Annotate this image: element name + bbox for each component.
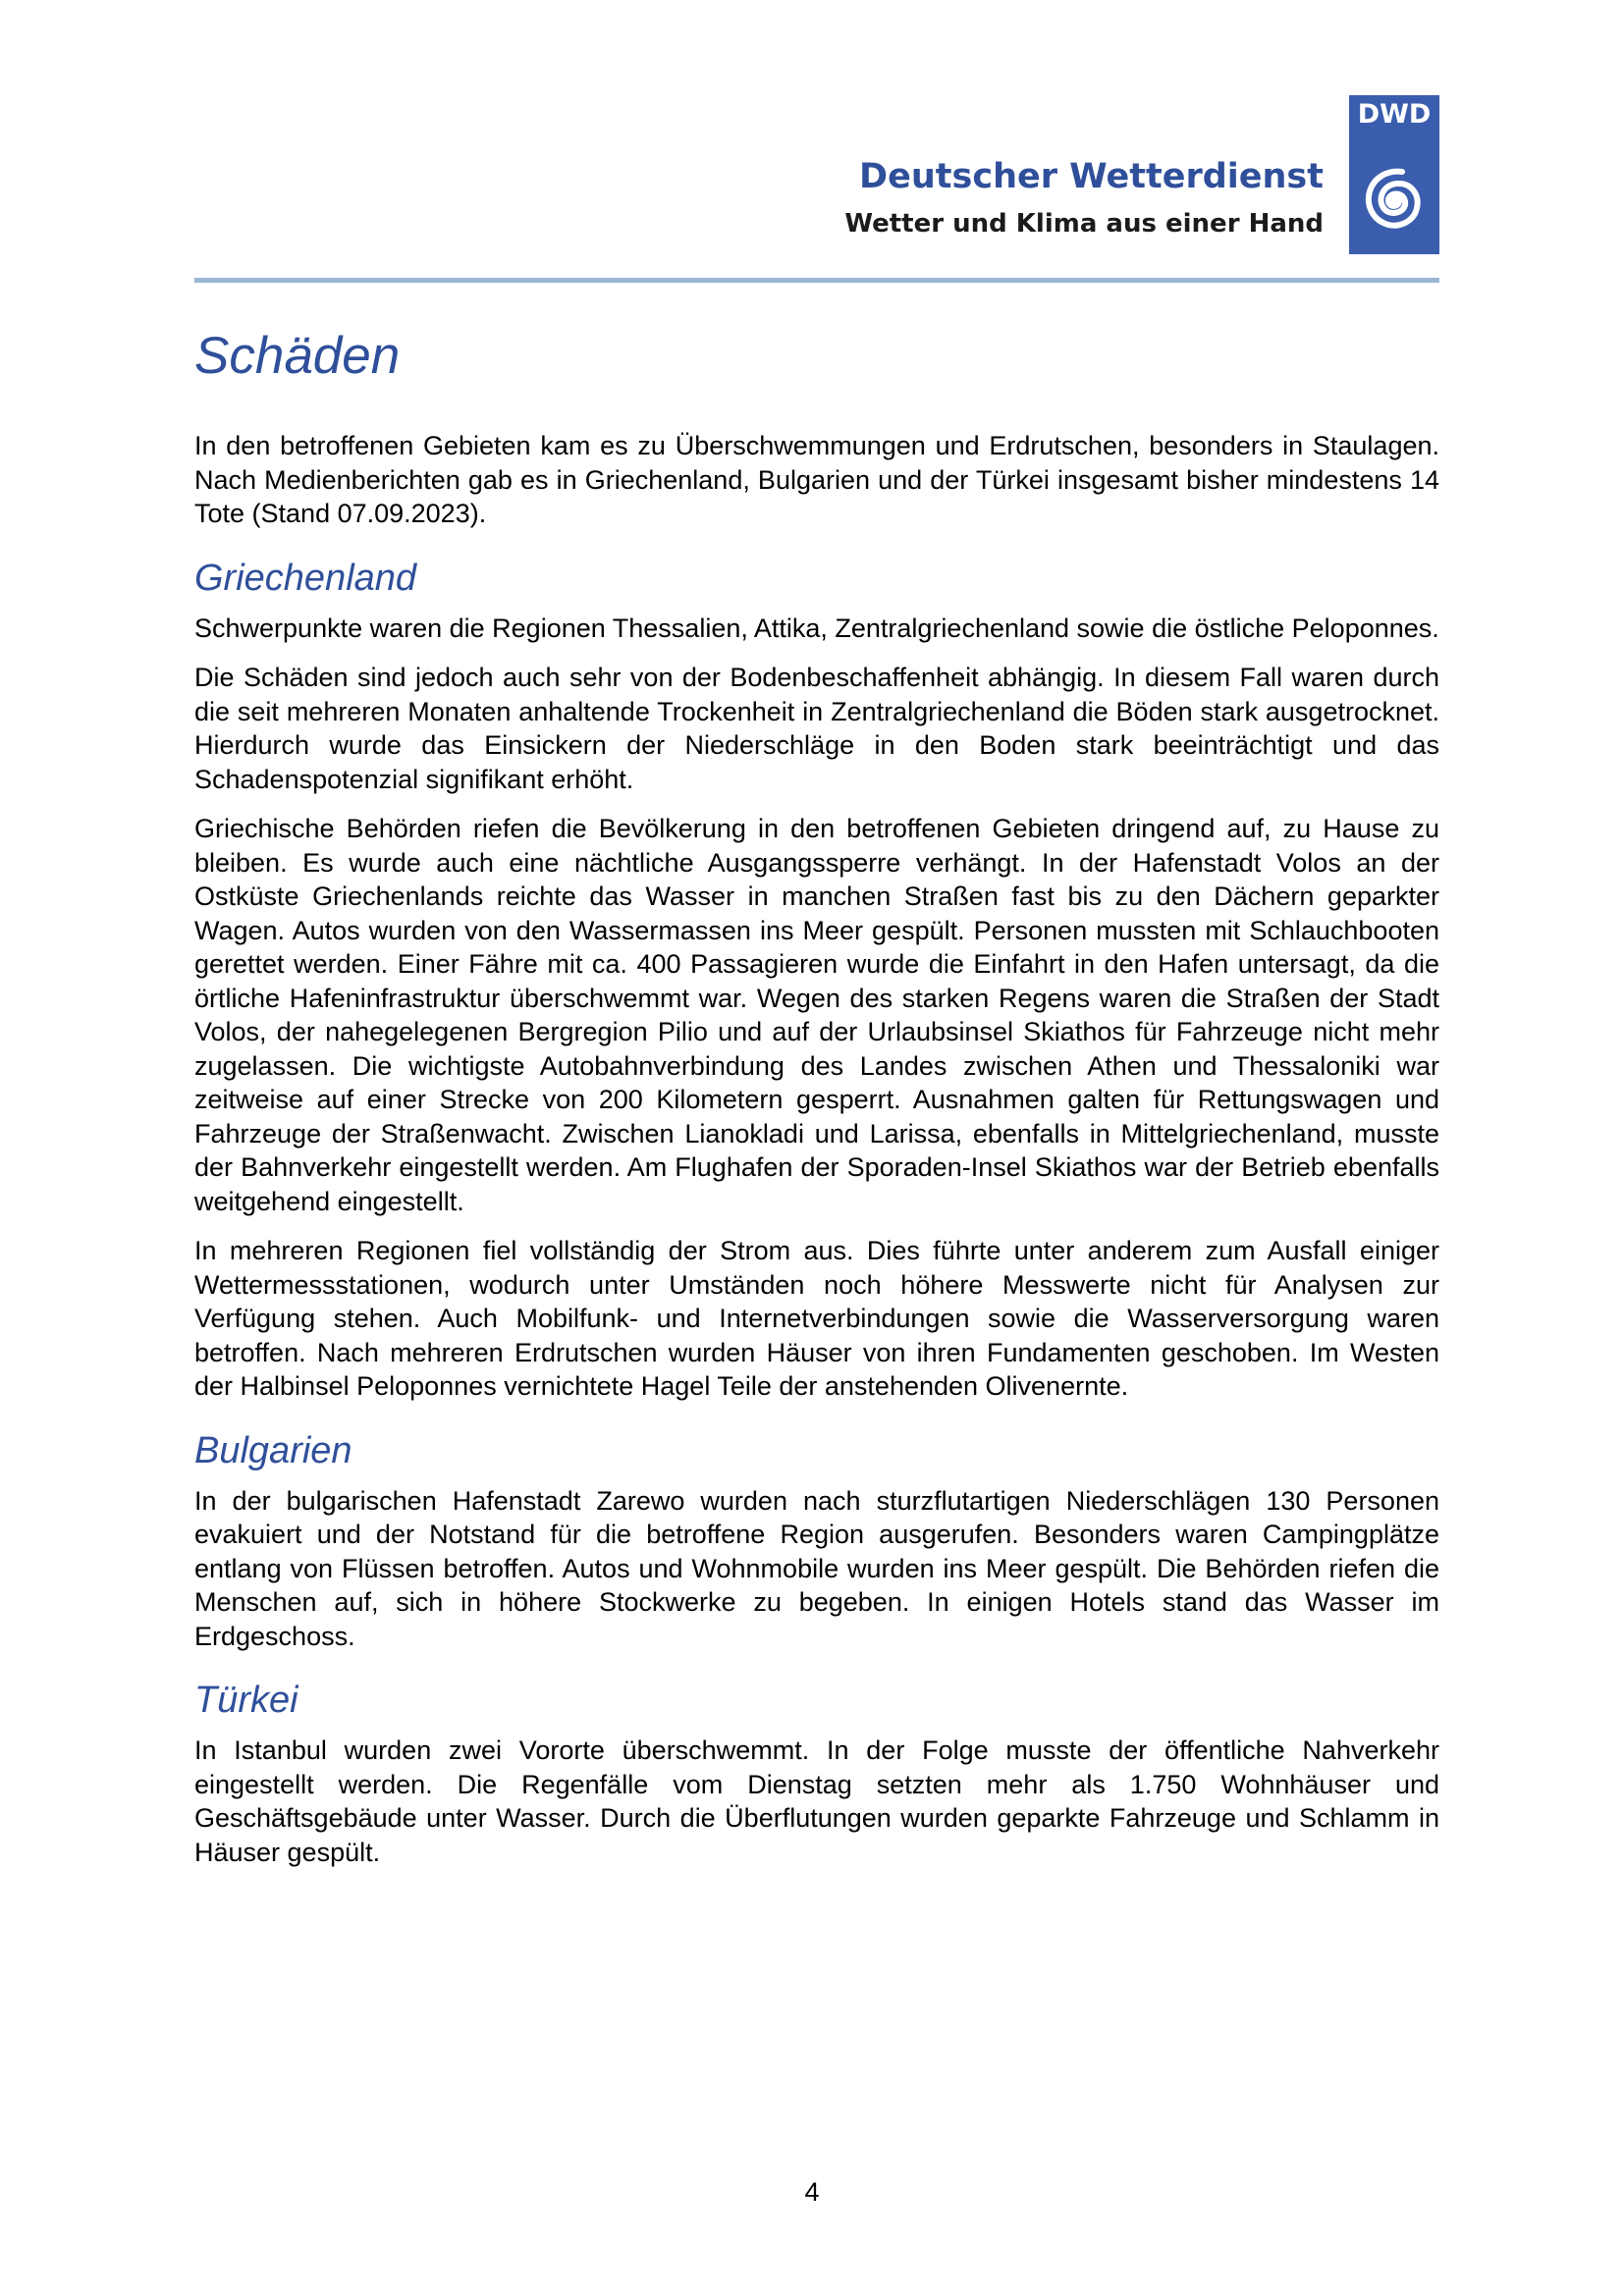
intro-paragraph: In den betroffenen Gebieten kam es zu Überschwemmungen und Erdrutschen, besonders in Staulagen. Nach Medienberichten gab es in Griechenland, Bulgarien und der Türkei insgesamt bisher mindestens 14 Tote (Stand 07.09.2023). (194, 431, 1439, 528)
paragraph: In Istanbul wurden zwei Vororte überschwemmt. In der Folge musste der öffentliche Nahverkehr eingestellt werden. Die Regenfälle vom Dienstag setzten mehr als 1.750 Wohnhäuser und Geschäftsgebäude unter Wasser. Durch die Überflutungen wurden geparkte Fahrzeuge und Schlamm in Häuser gespült. (194, 1735, 1439, 1867)
paragraph: Die Schäden sind jedoch auch sehr von der Bodenbeschaffenheit abhängig. In diesem Fall waren durch die seit mehreren Monaten anhaltende Trockenheit in Zentralgriechenland die Böden stark ausgetrocknet. Hierdurch wurde das Einsickern der Niederschläge in den Boden stark beeinträchtigt und das Schadenspotenzial signifikant erhöht. (194, 663, 1439, 794)
paragraph: In der bulgarischen Hafenstadt Zarewo wurden nach sturzflutartigen Niederschlägen 130 Personen evakuiert und der Notstand für die betroffene Region ausgerufen. Besonders waren Campingplätze entlang von Flüssen betroffen. Autos und Wohnmobile wurden ins Meer gespült. Die Behörden riefen die Menschen auf, sich in höhere Stockwerke zu begeben. In einigen Hotels stand das Wasser im Erdgeschoss. (194, 1485, 1439, 1651)
section-heading-bulgarien: Bulgarien (194, 1429, 352, 1471)
page-title: Schäden (194, 327, 401, 385)
section-heading-tuerkei: Türkei (194, 1680, 298, 1721)
paragraph: Griechische Behörden riefen die Bevölkerung in den betroffenen Gebieten dringend auf, zu Hause zu bleiben. Es wurde auch eine nächtliche Ausgangssperre verhängt. In der Hafenstadt Volos an der Ostküste Griechenlands reichte das Wasser in manchen Straßen fast bis zu den Dächern geparkter Wagen. Autos wurden von den Wassermassen ins Meer gespült. Personen mussten mit Schlauchbooten gerettet werden. Einer Fähre mit ca. 400 Passagieren wurde die Einfahrt in den Hafen untersagt, da die örtliche Hafeninfrastruktur überschwemmt war. Wegen des starken Regens waren die Straßen der Stadt Volos, der nahegelegenen Bergregion Pilio und auf der Urlaubsinsel Skiathos für Fahrzeuge nicht mehr zugelassen. Die wichtigste Autobahnverbindung des Landes zwischen Athen und Thessaloniki war zeitweise auf einer Strecke von 200 Kilometern gesperrt. Ausnahmen galten für Rettungswagen und Fahrzeuge der Straßenwacht. Zwischen Lianokladi und Larissa, ebenfalls in Mittelgriechenland, musste der Bahnverkehr eingestellt werden. Am Flughafen der Sporaden-Insel Skiathos war der Betrieb ebenfalls weitgehend eingestellt. (194, 814, 1439, 1216)
logo-text: DWD (1357, 99, 1432, 130)
dwd-logo (1349, 95, 1439, 254)
paragraph: In mehreren Regionen fiel vollständig der Strom aus. Dies führte unter anderem zum Ausfall einiger Wettermessstationen, wodurch unter Umständen noch höhere Messwerte nicht für Analysen zur Verfügung stehen. Auch Mobilfunk- und Internetverbindungen sowie die Wasserversorgung waren betroffen. Nach mehreren Erdrutschen wurden Häuser von ihren Fundamenten geschoben. Im Westen der Halbinsel Peloponnes vernichtete Hagel Teile der anstehenden Olivenernte. (194, 1236, 1439, 1401)
organization-tagline: Wetter und Klima aus einer Hand (844, 209, 1324, 239)
paragraph: Schwerpunkte waren die Regionen Thessalien, Attika, Zentralgriechenland sowie die östliche Peloponnes. (194, 613, 1439, 643)
header-divider (194, 278, 1439, 283)
spiral-icon (1353, 154, 1435, 246)
section-heading-griechenland: Griechenland (194, 557, 417, 599)
page-number: 4 (804, 2177, 820, 2207)
organization-name: Deutscher Wetterdienst (859, 157, 1324, 196)
document-body (194, 324, 1439, 1885)
